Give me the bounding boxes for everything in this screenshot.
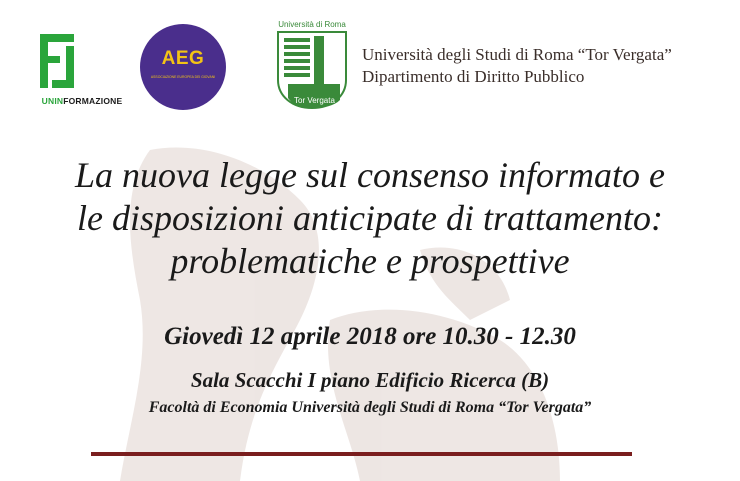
title-line-2: le disposizioni anticipate di trattamento: [77, 198, 663, 238]
logo-header [0, 0, 740, 120]
uninformazione-logo [30, 30, 134, 112]
event-room: Sala Scacchi I piano Edificio Ricerca (B) [190, 368, 550, 392]
event-faculty: Facoltà di Economia Università degli Studi di Roma “Tor Vergata” [148, 399, 592, 416]
divider-rule [91, 452, 632, 456]
uninformazione-mark-icon [38, 30, 78, 92]
title-line-3: problematiche e prospettive [170, 241, 570, 281]
title-line-1: La nuova legge sul consenso informato e [75, 155, 665, 195]
uninformazione-wordmark [30, 96, 134, 106]
wordmark-part-green: UNIN [41, 96, 64, 106]
tor-vergata-bottom-text: Tor Vergata [294, 96, 335, 105]
aeg-logo [140, 24, 226, 110]
tor-vergata-top-text: Università di Roma [278, 20, 346, 29]
event-date: Giovedì 12 aprile 2018 ore 10.30 - 12.30 [164, 323, 576, 350]
wordmark-part-dark: FORMAZIONE [63, 96, 123, 106]
aeg-title: AEG [161, 48, 205, 69]
tor-vergata-logo [270, 20, 354, 110]
university-name: Università degli Studi di Roma “Tor Vergata” [362, 45, 672, 64]
department-name: Dipartimento di Diritto Pubblico [362, 67, 585, 86]
event-title [0, 154, 740, 283]
aeg-subtitle: ASSOCIAZIONE EUROPEA DEI GIOVANI [150, 75, 216, 79]
